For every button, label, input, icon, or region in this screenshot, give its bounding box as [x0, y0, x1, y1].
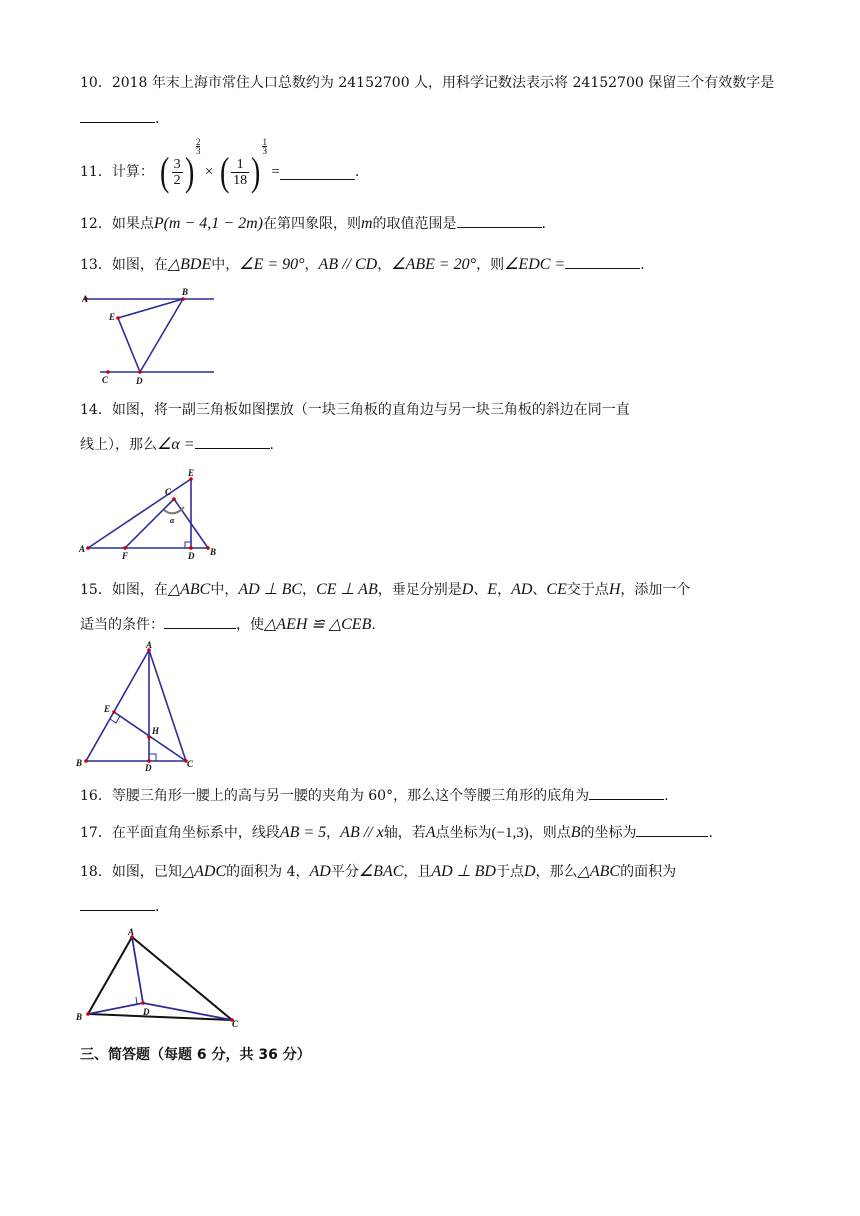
q14-answer-blank[interactable]	[195, 434, 270, 449]
q18-answer-blank[interactable]	[80, 896, 155, 911]
q16-line: 16．等腰三角形一腰上的高与另一腰的夹角为 60°，那么这个等腰三角形的底角为 .	[80, 785, 669, 806]
q13-figure	[78, 286, 218, 386]
q14-figure	[74, 468, 224, 560]
label-d: D	[188, 551, 195, 560]
q14-line1: 14．如图，将一副三角板如图摆放（一块三角板的直角边与另一块三角板的斜边在同一直	[80, 402, 630, 418]
label-e: E	[188, 468, 195, 478]
q15-line1: 15．如图，在△ABC中，AD ⊥ BC，CE ⊥ AB，垂足分别是D、E，AD、CE交于点H，添加一个	[80, 581, 691, 598]
q14-line2: 线上），那么∠α = .	[80, 436, 274, 453]
label-a: A	[79, 544, 86, 554]
q11-answer-blank[interactable]	[280, 165, 355, 180]
triangle-bde	[118, 299, 183, 372]
q15-line2: 适当的条件： ，使△AEH ≌ △CEB.	[80, 616, 376, 633]
q15-figure	[74, 640, 204, 774]
label-e: E	[109, 312, 116, 322]
q13-line: 13．如图，在△BDE中，∠E = 90°，AB // CD，∠ABE = 20°，则∠EDC = .	[80, 256, 645, 273]
label-d: D	[143, 1007, 150, 1017]
label-d: D	[136, 376, 143, 386]
label-a: A	[146, 640, 153, 650]
q13-answer-blank[interactable]	[565, 254, 640, 269]
triangle-abc	[88, 937, 232, 1020]
q12-answer-blank[interactable]	[457, 213, 542, 228]
q17-line: 17．在平面直角坐标系中，线段AB = 5，AB // x轴，若A点坐标为(−1,3)，则点B的坐标为 .	[80, 824, 713, 841]
q15-answer-blank[interactable]	[164, 614, 236, 629]
q10-line2: .	[80, 108, 159, 129]
q11-line: 11．计算： ( $\frac{3}{2}$ ) $\frac{2}{3}$ × ( $\frac{1}{18}$ ) $\frac{1}{3}$ = .	[80, 137, 360, 194]
label-a: A	[128, 927, 135, 937]
label-c: C	[187, 759, 194, 769]
label-b: B	[76, 1012, 83, 1022]
q17-answer-blank[interactable]	[636, 822, 708, 837]
label-a: A	[82, 294, 89, 304]
label-b: B	[76, 758, 83, 768]
section-3-heading: 三、简答题（每题 6 分，共 36 分）	[80, 1047, 311, 1063]
q10-line1: 10．2018 年末上海市常住人口总数约为 24152700 人，用科学记数法表示将 24152700 保留三个有效数字是	[80, 75, 775, 91]
label-d: D	[145, 763, 152, 773]
triangle-abc	[86, 650, 186, 761]
label-c: C	[102, 375, 109, 385]
label-c: C	[232, 1019, 239, 1029]
q18-line2: .	[80, 896, 159, 917]
label-b: B	[182, 287, 189, 297]
q18-line1: 18．如图，已知△ADC的面积为 4，AD平分∠BAC，且AD ⊥ BD于点D，那么△ABC的面积为	[80, 863, 677, 880]
q10-answer-blank[interactable]	[80, 108, 155, 123]
q12-line: 12．如果点P(m − 4,1 − 2m)在第四象限，则m的取值范围是 .	[80, 215, 546, 232]
q16-answer-blank[interactable]	[589, 785, 664, 800]
q18-figure	[74, 926, 244, 1030]
label-e: E	[104, 704, 111, 714]
label-f: F	[122, 551, 129, 560]
label-c: C	[165, 487, 172, 497]
label-h: H	[152, 726, 160, 736]
label-alpha: α	[170, 516, 175, 525]
label-b: B	[210, 547, 217, 557]
